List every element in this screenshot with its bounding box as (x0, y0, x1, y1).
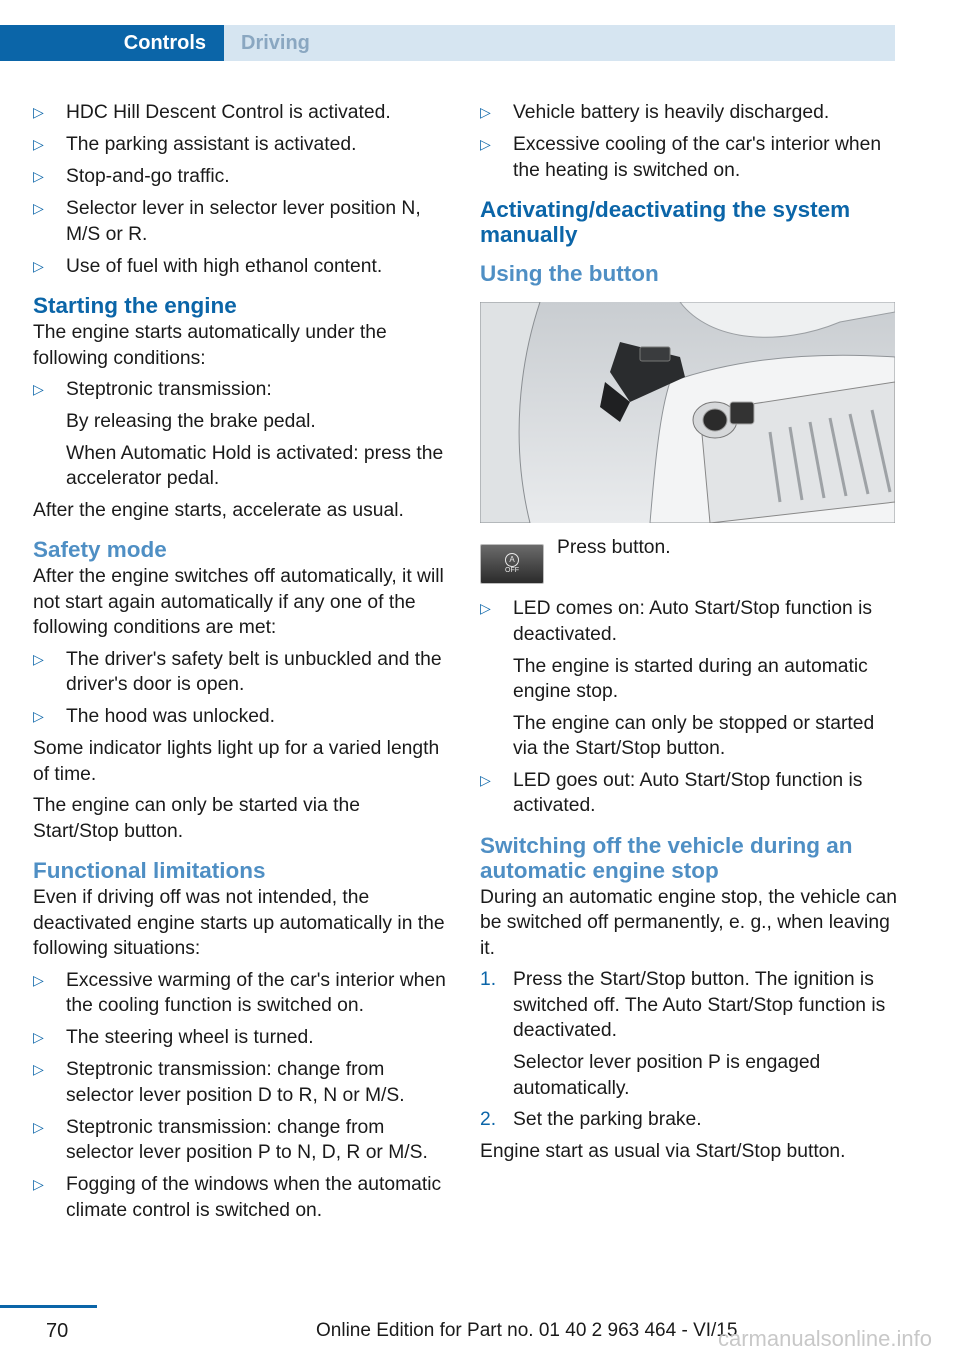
list-item: ▷ HDC Hill Descent Control is activated. (33, 100, 449, 126)
section-heading-limitations: Functional limitations (33, 858, 266, 883)
bullet-icon: ▷ (33, 1061, 44, 1077)
sub-paragraph: The engine can only be stopped or started via the Start/Stop button. (513, 712, 875, 759)
bullet-icon: ▷ (33, 650, 44, 667)
bullet-icon: ▷ (33, 1029, 44, 1045)
tab-controls[interactable]: Controls (0, 25, 224, 61)
page-number: 70 (46, 1320, 69, 1342)
bullet-icon: ▷ (33, 1118, 44, 1135)
list-item: ▷ Vehicle battery is heavily discharged. (480, 100, 900, 126)
sub-paragraph: The engine is started during an automatic engine stop. (513, 655, 868, 702)
bullet-icon: ▷ (33, 971, 44, 988)
sub-paragraph: By releasing the brake pedal. (66, 411, 316, 432)
section-heading-safety: Safety mode (33, 537, 167, 562)
edition-text: Online Edition for Part no. 01 40 2 963 464 - VI/15 (316, 1320, 738, 1341)
bullet-icon: ▷ (480, 771, 491, 788)
paragraph: Even if driving off was not intended, the deactivated engine starts up automatically in the following situations: (33, 887, 445, 959)
bullet-icon: ▷ (33, 381, 44, 397)
step-item: 2. Set the parking brake. (480, 1107, 900, 1133)
paragraph: After the engine switches off automatically, it will not start again automatically if any one of the following conditions are met: (33, 566, 444, 638)
list-item: ▷ The hood was unlocked. (33, 704, 449, 730)
subheading-using-button: Using the button (480, 261, 659, 286)
list-item: ▷ Use of fuel with high ethanol content. (33, 254, 449, 280)
bullet-icon: ▷ (480, 136, 491, 152)
section-heading-activating: Activating/deactivating the system manually (480, 197, 851, 247)
list-item: ▷ Selector lever in selector lever position N, M/S or R. (33, 198, 421, 245)
list-item: ▷ LED comes on: Auto Start/Stop function is deactivated. (480, 598, 873, 645)
bullet-icon: ▷ (33, 1176, 44, 1192)
paragraph: The engine starts automatically under the following conditions: (33, 322, 387, 369)
auto-start-stop-off-button-icon: A OFF (480, 544, 544, 584)
list-item: ▷ The parking assistant is activated. (33, 132, 449, 158)
bullet-icon: ▷ (33, 257, 44, 274)
list-item: ▷ Stop-and-go traffic. (33, 164, 449, 190)
list-item: ▷ Steptronic transmission: change from selector lever position D to R, N or M/S. (33, 1059, 405, 1106)
list-item: ▷ Steptronic transmission: (33, 377, 449, 403)
right-column (480, 100, 900, 1171)
step-item: 1. Press the Start/Stop button. The ignition is switched off. The Auto Start/Stop function is deactivated. (480, 969, 886, 1041)
tab-driving[interactable]: Driving (224, 25, 895, 61)
paragraph: The engine can only be started via the Start/Stop button. (33, 795, 360, 842)
list-item: ▷ Excessive cooling of the car's interior when the heating is switched on. (480, 134, 882, 181)
sub-paragraph: When Automatic Hold is activated: press the accelerator pedal. (66, 442, 444, 489)
section-heading-starting: Starting the engine (33, 293, 237, 318)
list-item: ▷ Steptronic transmission: change from selector lever position P to N, D, R or M/S. (33, 1116, 428, 1163)
paragraph: After the engine starts, accelerate as usual. (33, 499, 404, 521)
paragraph: Engine start as usual via Start/Stop button. (480, 1141, 846, 1162)
step-number: 1. (480, 969, 497, 990)
list-item: ▷ Excessive warming of the car's interior when the cooling function is switched on. (33, 969, 446, 1016)
watermark: carmanualsonline.info (717, 1326, 932, 1351)
bullet-icon: ▷ (480, 600, 491, 616)
press-button-row (480, 535, 900, 584)
list-item: ▷ Fogging of the windows when the automatic climate control is switched on. (33, 1174, 442, 1221)
left-column (33, 100, 449, 1230)
list-item: ▷ LED goes out: Auto Start/Stop function is activated. (480, 769, 863, 816)
bullet-icon: ▷ (33, 168, 44, 184)
press-button-text: Press button. (557, 537, 671, 558)
bullet-icon: ▷ (33, 136, 44, 152)
bullet-icon: ▷ (480, 104, 491, 120)
section-heading-switching-off: Switching off the vehicle during an automatic engine stop (480, 832, 853, 883)
step-number: 2. (480, 1109, 497, 1130)
bullet-icon: ▷ (33, 104, 44, 120)
sub-paragraph: Selector lever position P is engaged automatically. (513, 1052, 821, 1099)
header-bar (0, 0, 960, 62)
bullet-icon: ▷ (33, 200, 44, 216)
dashboard-photo (480, 302, 895, 523)
list-item: ▷ The driver's safety belt is unbuckled and the driver's door is open. (33, 648, 442, 695)
paragraph: During an automatic engine stop, the vehicle can be switched off permanently, e. g., when leaving it. (480, 886, 897, 959)
bullet-icon: ▷ (33, 708, 44, 724)
footer-rule (0, 1305, 97, 1308)
list-item: ▷ The steering wheel is turned. (33, 1025, 449, 1051)
paragraph: Some indicator lights light up for a varied length of time. (33, 738, 440, 785)
